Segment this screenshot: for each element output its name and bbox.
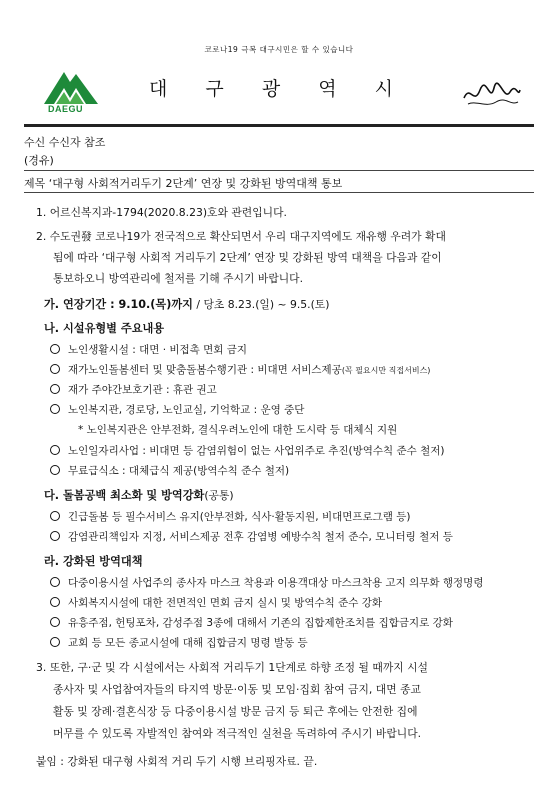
attachment-line: 붙임 : 강화된 대구형 사회적 거리 두기 시행 브리핑자료. 끝. <box>36 755 318 768</box>
section-da-label: 다. 돌봄공백 최소화 및 방역강화 <box>44 489 205 502</box>
circle-bullet-icon <box>50 445 60 455</box>
via-line: (경유) <box>24 154 54 167</box>
list-item: 재가 주야간보호기관 : 휴관 권고 <box>50 382 217 397</box>
circle-bullet-icon <box>50 344 60 354</box>
paragraph-1: 1. 어르신복지과-1794(2020.8.23)호와 관련입니다. <box>36 206 287 219</box>
list-item: 재가노인돌봄센터 및 맞춤돌봄수행기관 : 비대면 서비스제공(꼭 필요시만 직접서비스) <box>50 362 430 377</box>
subject-line: 제목 ‘대구형 사회적거리두기 2단계’ 연장 및 강화된 방역대책 통보 <box>24 177 343 190</box>
slogan: 코로나19 극복 대구시민은 할 수 있습니다 <box>204 45 354 54</box>
circle-bullet-icon <box>50 384 60 394</box>
list-item: 유흥주점, 헌팅포차, 감성주점 3종에 대해서 기존의 집합제한조치를 집합금지로 강화 <box>50 615 453 630</box>
section-ga-rest: / 당초 8.23.(일) ~ 9.5.(토) <box>192 298 330 311</box>
list-item: 다중이용시설 사업주의 종사자 마스크 착용과 이용객대상 마스크착용 고지 의무화 행정명령 <box>50 575 483 590</box>
list-item: 무료급식소 : 대체급식 제공(방역수칙 준수 철저) <box>50 463 289 478</box>
circle-bullet-icon <box>50 597 60 607</box>
note-item: * 노인복지관은 안부전화, 결식우려노인에 대한 도시락 등 대체식 지원 <box>78 424 398 436</box>
paragraph-3-line-4: 머무를 수 있도록 자발적인 참여와 적극적인 실천을 독려하여 주시기 바랍니다. <box>53 727 422 740</box>
list-item: 노인생활시설 : 대면 · 비접촉 면회 금지 <box>50 342 247 357</box>
subject-rule-bottom <box>24 192 534 193</box>
list-item: 감염관리책임자 지정, 서비스제공 전후 감염병 예방수칙 철저 준수, 모니터링 철저 등 <box>50 529 453 544</box>
circle-bullet-icon <box>50 637 60 647</box>
list-item: 사회복지시설에 대한 전면적인 면회 금지 실시 및 방역수칙 준수 강화 <box>50 595 382 610</box>
subject-rule-top <box>24 170 534 171</box>
circle-bullet-icon <box>50 465 60 475</box>
list-item: 노인복지관, 경로당, 노인교실, 기억학교 : 운영 중단 <box>50 402 304 417</box>
circle-bullet-icon <box>50 511 60 521</box>
section-da <box>44 487 234 503</box>
recipient-line: 수신 수신자 참조 <box>24 136 106 149</box>
paragraph-2-line-1: 2. 수도권發 코로나19가 전국적으로 확산되면서 우리 대구지역에도 재유행 우려가 확대 <box>36 230 446 243</box>
circle-bullet-icon <box>50 531 60 541</box>
section-na-label: 나. 시설유형별 주요내용 <box>44 322 165 335</box>
list-item: 노인일자리사업 : 비대면 등 감염위험이 없는 사업위주로 추진(방역수칙 준수 철저) <box>50 443 445 458</box>
section-ra-label: 라. 강화된 방역대책 <box>44 555 143 568</box>
circle-bullet-icon <box>50 364 60 374</box>
logo-text: DAEGU <box>48 104 84 114</box>
section-ga <box>44 296 329 312</box>
paragraph-2-line-2: 됨에 따라 ‘대구형 사회적 거리두기 2단계’ 연장 및 강화된 방역 대책을 다음과 같이 <box>53 251 442 264</box>
calligraphy-signature-icon <box>460 78 522 112</box>
list-item: 긴급돌봄 등 필수서비스 유지(안부전화, 식사·활동지원, 비대면프로그램 등) <box>50 509 411 524</box>
circle-bullet-icon <box>50 577 60 587</box>
organization-name: 대 구 광 역 시 <box>149 78 409 100</box>
paragraph-3-line-1: 3. 또한, 구·군 및 각 시설에서는 사회적 거리두기 1단계로 하향 조정 될 때까지 시설 <box>36 661 428 674</box>
circle-bullet-icon <box>50 404 60 414</box>
section-da-paren: (공통) <box>204 489 234 502</box>
circle-bullet-icon <box>50 617 60 627</box>
list-item: 교회 등 모든 종교시설에 대해 집합금지 명령 발동 등 <box>50 635 308 650</box>
header-rule <box>24 124 534 127</box>
paragraph-2-line-3: 통보하오니 방역관리에 철저를 기해 주시기 바랍니다. <box>53 272 304 285</box>
paragraph-3-line-3: 활동 및 장례·결혼식장 등 다중이용시설 방문 금지 등 퇴근 후에는 안전한 집에 <box>53 705 418 718</box>
paragraph-3-line-2: 종사자 및 사업참여자들의 타지역 방문·이동 및 모임·집회 참여 금지, 대면 종교 <box>53 683 421 696</box>
section-ga-label: 가. 연장기간 : 9.10.(목)까지 <box>44 298 193 311</box>
